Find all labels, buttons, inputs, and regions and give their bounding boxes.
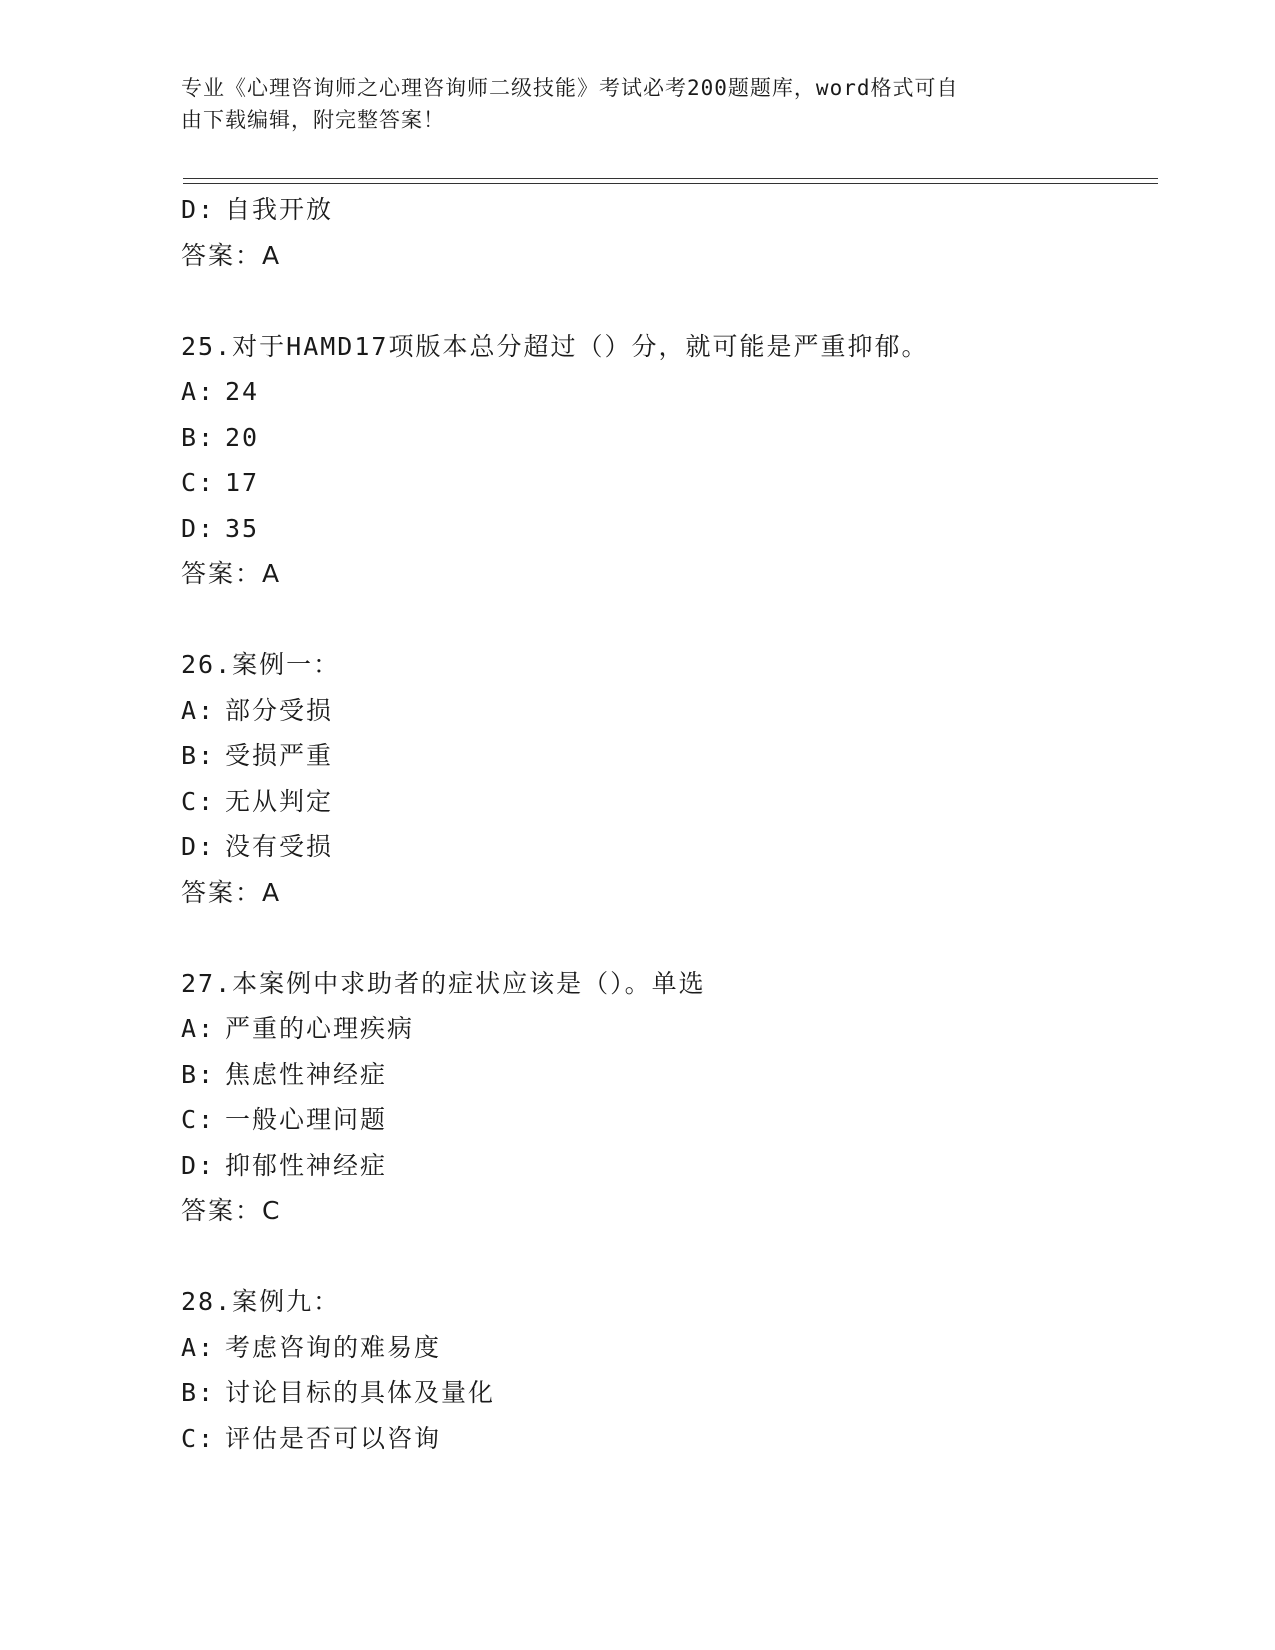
option-key: A: (181, 377, 216, 406)
option-text: 受损严重 (225, 741, 334, 770)
option-key: B: (181, 422, 216, 452)
question-text: 26.案例一： (181, 650, 341, 679)
answer-line: 答案：C (181, 1196, 282, 1225)
option-line (181, 460, 1141, 506)
option-key: D: (181, 513, 216, 543)
option-line (181, 1325, 1141, 1371)
option-line (181, 1143, 1141, 1189)
option-line (181, 824, 1141, 870)
option-line (181, 733, 1141, 779)
question-block (181, 1279, 1141, 1461)
header-divider-bottom (183, 183, 1158, 184)
document-header (181, 72, 1061, 136)
option-line (181, 187, 1141, 233)
option-line (181, 688, 1141, 734)
question-text: 27.本案例中求助者的症状应该是（）。单选 (181, 968, 706, 998)
option-key: B: (181, 1378, 216, 1407)
option-text: 考虑咨询的难易度 (225, 1332, 442, 1362)
option-key: C: (181, 786, 216, 816)
option-line (181, 1006, 1141, 1052)
option-key: C: (181, 468, 216, 497)
header-line-1: 专业《心理咨询师之心理咨询师二级技能》考试必考200题题库，word格式可自 (181, 76, 959, 100)
question-text: 28.案例九： (181, 1287, 341, 1316)
option-text: 评估是否可以咨询 (225, 1423, 442, 1453)
option-line (181, 369, 1141, 415)
option-line (181, 415, 1141, 461)
option-text: 没有受损 (225, 832, 334, 861)
option-key: A: (181, 1332, 216, 1362)
option-text: 无从判定 (225, 786, 334, 816)
option-line (181, 1370, 1141, 1416)
option-key: D: (181, 832, 216, 861)
option-key: B: (181, 741, 216, 770)
option-text: 自我开放 (225, 195, 334, 224)
header-divider-top (183, 178, 1158, 179)
option-line (181, 1052, 1141, 1098)
option-text: 焦虑性神经症 (225, 1059, 388, 1089)
option-key: A: (181, 695, 216, 725)
option-key: D: (181, 1150, 216, 1180)
question-block (181, 961, 1141, 1234)
option-text: 严重的心理疾病 (225, 1014, 415, 1043)
option-key: B: (181, 1059, 216, 1089)
option-key: C: (181, 1105, 216, 1134)
option-text: 35 (225, 513, 260, 543)
question-block (181, 642, 1141, 915)
option-line (181, 779, 1141, 825)
question-block (181, 324, 1141, 597)
answer-line: 答案：A (181, 559, 282, 588)
option-text: 部分受损 (225, 695, 334, 725)
question-text: 25.对于HAMD17项版本总分超过（）分，就可能是严重抑郁。 (181, 331, 929, 361)
question-block (181, 187, 1141, 278)
option-key: C: (181, 1423, 216, 1453)
option-text: 24 (225, 377, 260, 406)
question-list (181, 187, 1141, 1461)
option-text: 抑郁性神经症 (225, 1150, 388, 1180)
option-text: 讨论目标的具体及量化 (225, 1378, 496, 1407)
option-text: 20 (225, 422, 260, 452)
option-line (181, 1416, 1141, 1462)
option-line (181, 506, 1141, 552)
option-key: D: (181, 195, 216, 224)
answer-line: 答案：A (181, 240, 282, 270)
answer-line: 答案：A (181, 877, 282, 907)
option-line (181, 1097, 1141, 1143)
option-text: 一般心理问题 (225, 1105, 388, 1134)
option-text: 17 (225, 468, 260, 497)
header-line-2: 由下载编辑，附完整答案！ (181, 108, 445, 132)
option-key: A: (181, 1014, 216, 1043)
